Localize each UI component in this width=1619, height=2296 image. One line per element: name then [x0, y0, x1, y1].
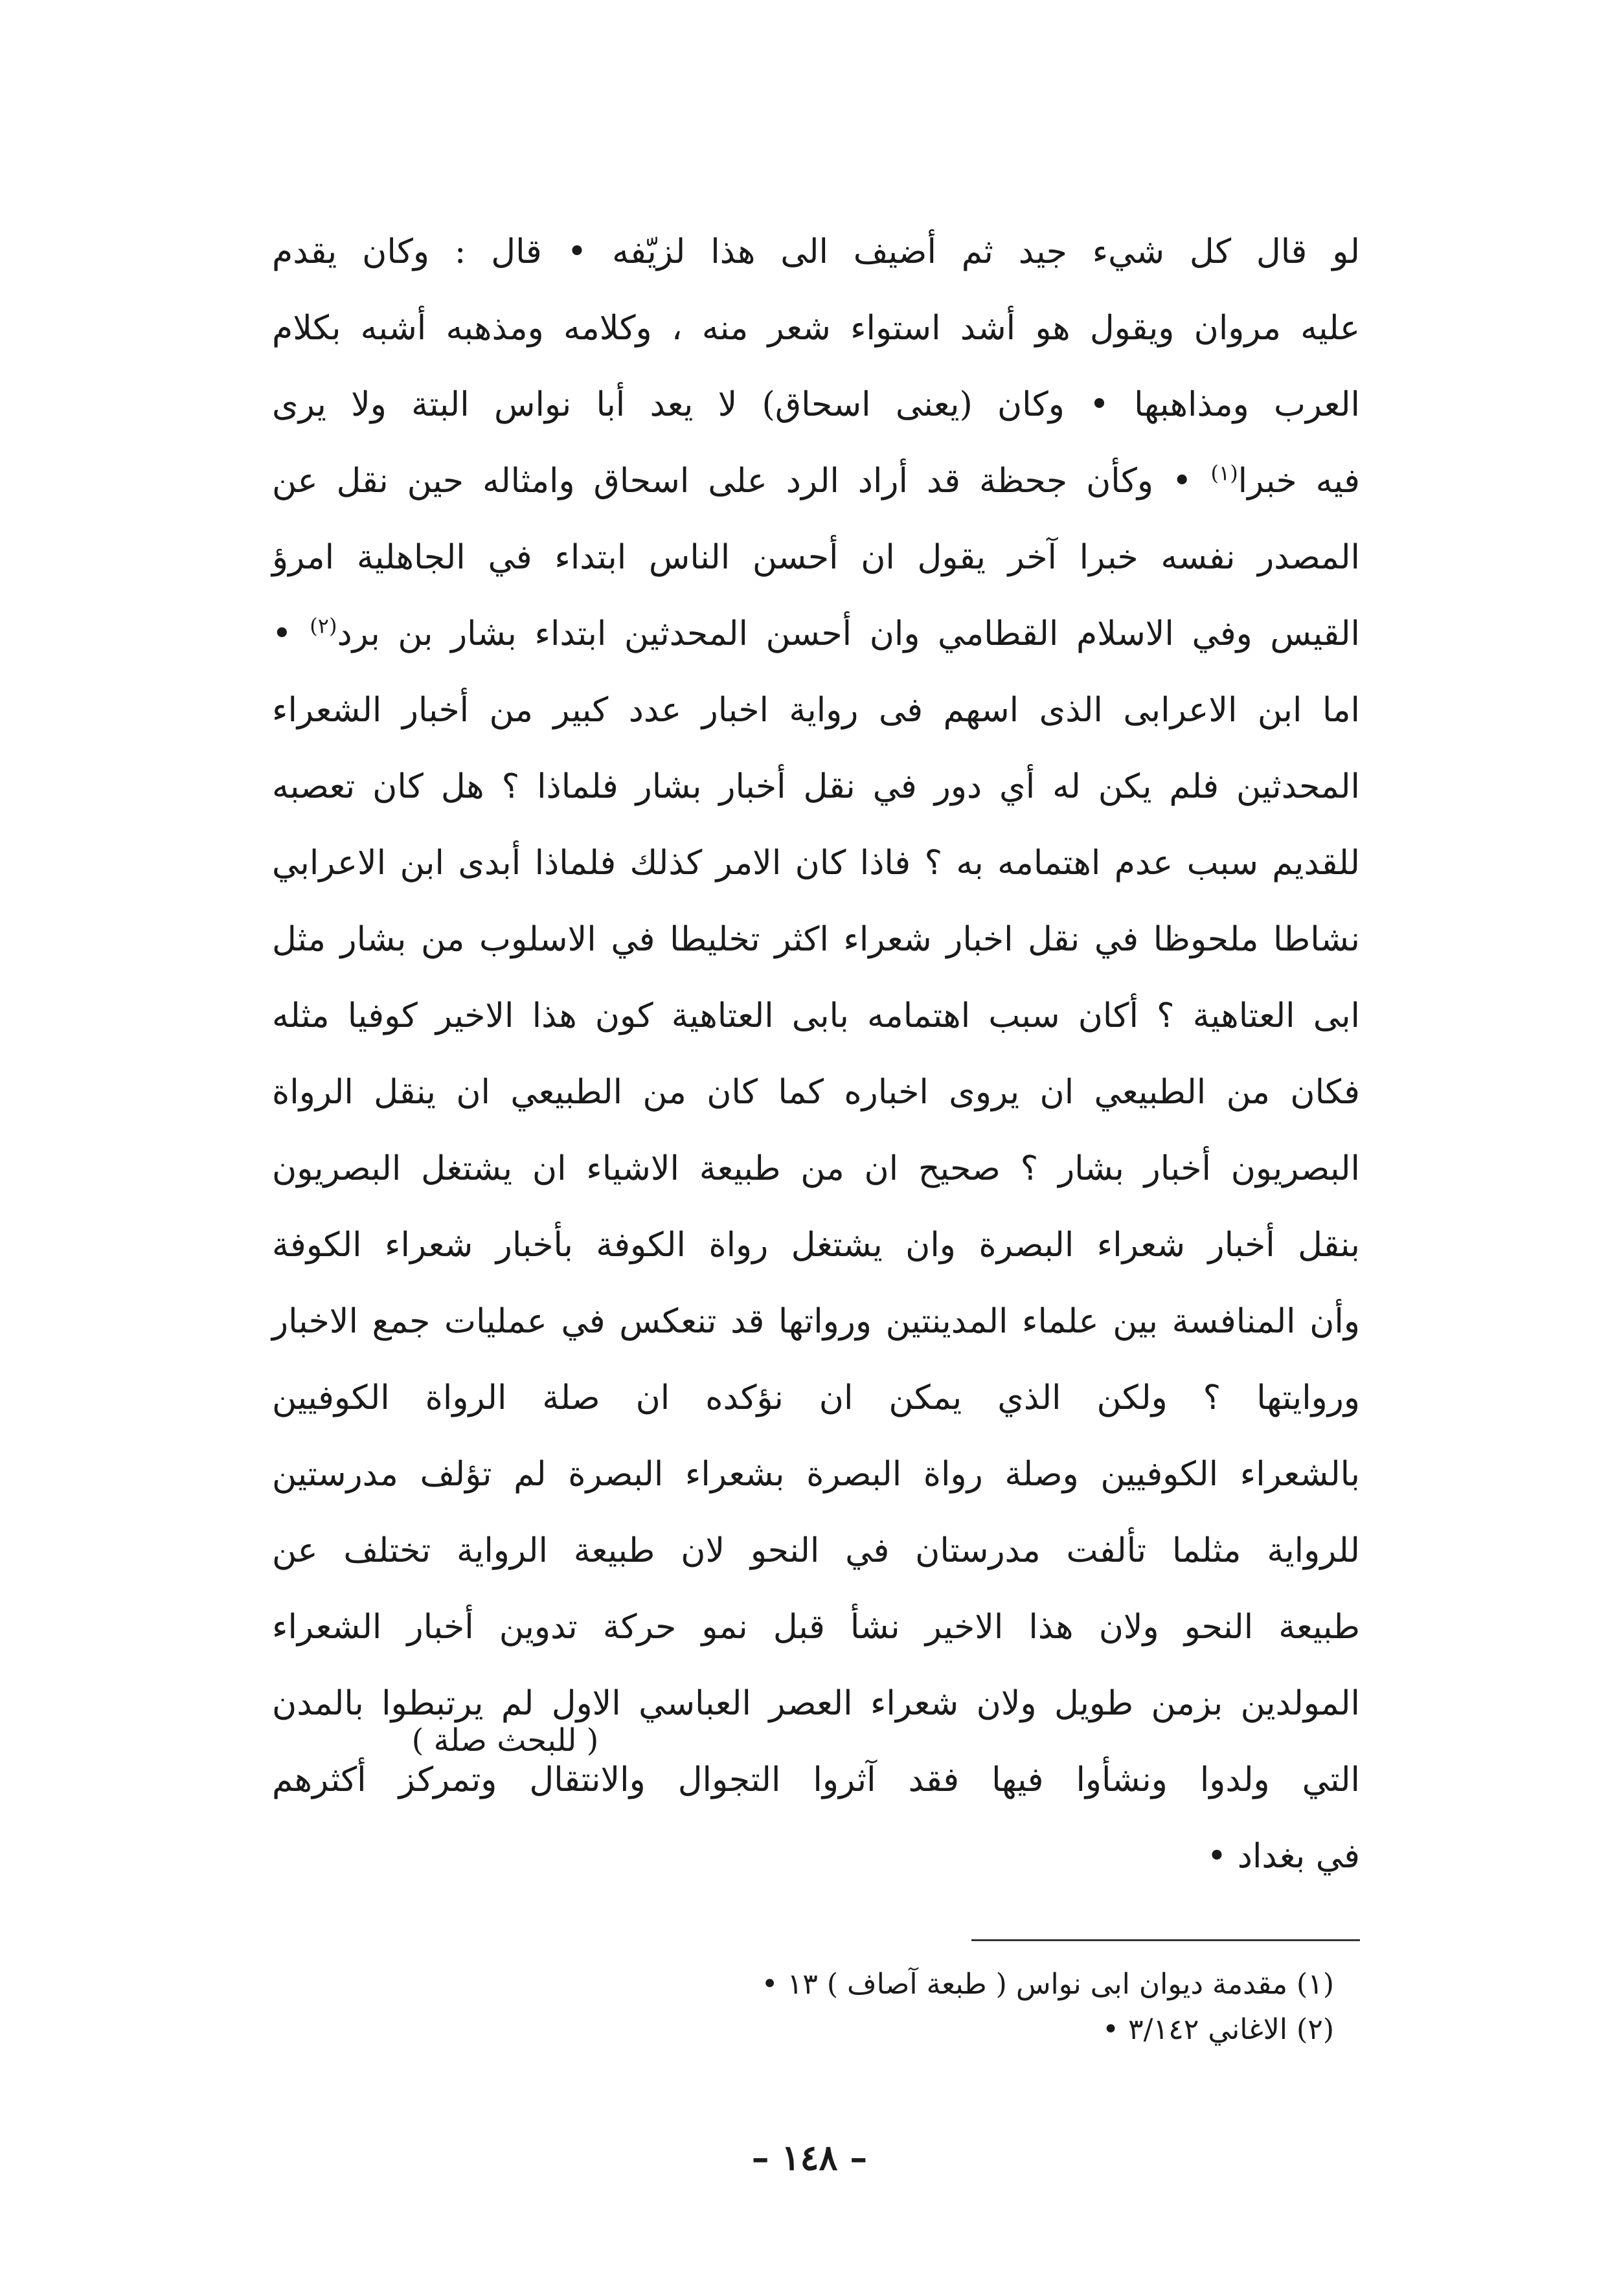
text-line-main: القيس وفي الاسلام القطامي وان أحسن المحدثين ابتداء بشار بن برد [337, 614, 1360, 653]
text-line: المصدر نفسه خبرا آخر يقول ان أحسن الناس ابتداء في الجاهلية امرؤ [272, 538, 1360, 577]
footnote-2: (٢) الاغاني ٣/١٤٢ • [1102, 2013, 1334, 2046]
text-line: المحدثين فلم يكن له أي دور في نقل أخبار بشار فلماذا ؟ هل كان تعصبه [272, 767, 1360, 806]
text-line-prefix: فيه خبرا [1238, 462, 1360, 501]
footnote-divider [971, 1939, 1360, 1941]
continued-note: ( للبحث صلة ) [411, 1722, 599, 1759]
text-line: طبيعة النحو ولان هذا الاخير نشأ قبل نمو حركة تدوين أخبار الشعراء [272, 1608, 1360, 1647]
footnote-marker-1: (١) [1210, 460, 1238, 486]
text-line: لو قال كل شيء جيد ثم أضيف الى هذا لزيّفه • قال : وكان يقدم [272, 232, 1360, 271]
text-line: بالشعراء الكوفيين وصلة رواة البصرة بشعراء البصرة لم تؤلف مدرستين [272, 1455, 1360, 1494]
text-line: المولدين بزمن طويل ولان شعراء العصر العباسي الاول لم يرتبطوا بالمدن [272, 1684, 1360, 1723]
text-line: وأن المنافسة بين علماء المدينتين ورواتها قد تنعكس في عمليات جمع الاخبار [272, 1302, 1360, 1341]
text-line-final: في بغداد • [1206, 1837, 1360, 1876]
text-line: للقديم سبب عدم اهتمامه به ؟ فاذا كان الامر كذلك فلماذا أبدى ابن الاعرابي [272, 844, 1360, 883]
text-line: ابى العتاهية ؟ أكان سبب اهتمامه بابى العتاهية كون هذا الاخير كوفيا مثله [272, 996, 1360, 1035]
footnote-marker-2: (٢) [310, 613, 337, 638]
text-line: فكان من الطبيعي ان يروى اخباره كما كان من الطبيعي ان ينقل الرواة [272, 1073, 1360, 1112]
text-line: نشاطا ملحوظا في نقل اخبار شعراء اكثر تخليطا في الاسلوب من بشار مثل [272, 920, 1360, 959]
text-line: التي ولدوا ونشأوا فيها فقد آثروا التجوال والانتقال وتمركز أكثرهم [272, 1761, 1360, 1799]
text-line: اما ابن الاعرابى الذى اسهم فى رواية اخبار عدد كبير من أخبار الشعراء [272, 691, 1360, 730]
text-line: للرواية مثلما تألفت مدرستان في النحو لان طبيعة الرواية تختلف عن [272, 1531, 1360, 1570]
text-line: بنقل أخبار شعراء البصرة وان يشتغل رواة الكوفة بأخبار شعراء الكوفة [272, 1226, 1360, 1265]
body-paragraph [272, 214, 1360, 1895]
text-line [272, 596, 1360, 672]
footnotes [389, 1962, 1334, 2053]
text-line: العرب ومذاهبها • وكان (يعنى اسحاق) لا يعد أبا نواس البتة ولا يرى [272, 385, 1360, 424]
text-line [272, 443, 1360, 519]
footnote-1: (١) مقدمة ديوان ابى نواس ( طبعة آصاف ) ١٣ • [761, 1968, 1334, 2001]
page-number: – ١٤٨ – [751, 2137, 868, 2178]
text-line-rest: • وكأن جحظة قد أراد الرد على اسحاق وامثاله حين نقل عن [272, 462, 1192, 501]
text-line: وروايتها ؟ ولكن الذي يمكن ان نؤكده ان صلة الرواة الكوفيين [272, 1379, 1360, 1417]
text-line: البصريون أخبار بشار ؟ صحيح ان من طبيعة الاشياء ان يشتغل البصريون [272, 1149, 1360, 1188]
text-line: عليه مروان ويقول هو أشد استواء شعر منه ، وكلامه ومذهبه أشبه بكلام [272, 309, 1360, 348]
text-line-end: • [272, 614, 292, 653]
